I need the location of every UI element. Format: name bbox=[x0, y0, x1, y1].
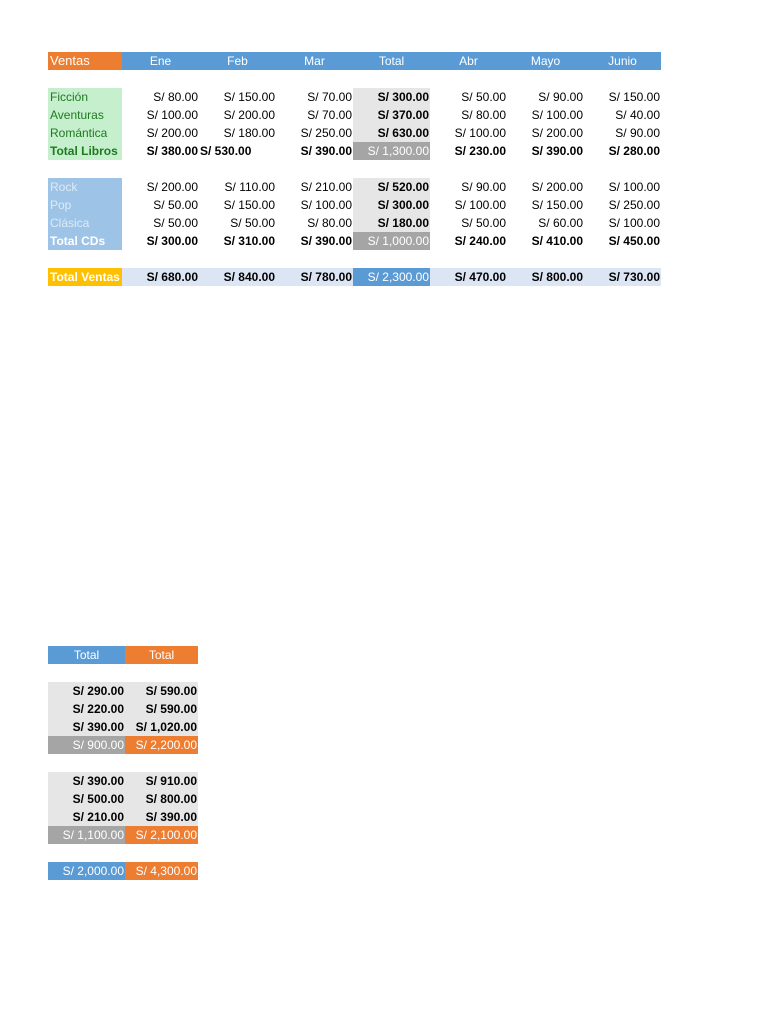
cell[interactable]: S/ 450.00 bbox=[608, 234, 660, 248]
cell[interactable]: S/ 300.00 bbox=[146, 234, 198, 248]
cell[interactable]: S/ 110.00 bbox=[224, 180, 275, 194]
spacer-row bbox=[48, 160, 661, 178]
cell[interactable]: S/ 840.00 bbox=[199, 268, 276, 286]
cell[interactable]: S/ 390.00 bbox=[300, 234, 352, 248]
cell[interactable]: S/ 800.00 bbox=[507, 268, 584, 286]
cell[interactable]: S/ 470.00 bbox=[430, 268, 507, 286]
cell[interactable]: S/ 40.00 bbox=[615, 108, 660, 122]
table-row bbox=[48, 88, 661, 106]
cell[interactable]: S/ 80.00 bbox=[307, 216, 352, 230]
grand-total-cell[interactable]: S/ 2,300.00 bbox=[353, 268, 430, 286]
table-row bbox=[48, 682, 198, 700]
cell[interactable]: S/ 390.00 bbox=[531, 144, 583, 158]
table-row bbox=[48, 214, 661, 232]
cell[interactable]: S/ 150.00 bbox=[531, 198, 583, 212]
cell[interactable]: S/ 210.00 bbox=[48, 808, 125, 826]
total-header[interactable]: Total bbox=[353, 52, 430, 70]
cell[interactable]: S/ 390.00 bbox=[48, 772, 125, 790]
cell[interactable]: S/ 250.00 bbox=[608, 198, 660, 212]
cell[interactable]: S/ 500.00 bbox=[48, 790, 125, 808]
cell[interactable]: S/ 100.00 bbox=[608, 216, 660, 230]
cell[interactable]: S/ 50.00 bbox=[461, 90, 506, 104]
cell[interactable]: S/ 780.00 bbox=[276, 268, 353, 286]
sales-grid bbox=[48, 52, 661, 286]
cell[interactable]: S/ 590.00 bbox=[125, 682, 198, 700]
summary-header-row bbox=[48, 646, 198, 664]
cell[interactable]: S/ 310.00 bbox=[223, 234, 275, 248]
category-label[interactable]: Pop bbox=[48, 196, 122, 214]
cell[interactable]: S/ 900.00 bbox=[48, 736, 125, 754]
category-label[interactable]: Rock bbox=[48, 178, 122, 196]
cell[interactable]: S/ 210.00 bbox=[300, 180, 352, 194]
cell[interactable]: S/ 2,000.00 bbox=[48, 862, 125, 880]
category-label[interactable]: Aventuras bbox=[48, 106, 122, 124]
spacer-row bbox=[48, 844, 198, 862]
cell[interactable]: S/ 200.00 bbox=[146, 126, 198, 140]
cell[interactable]: S/ 100.00 bbox=[454, 126, 506, 140]
cell[interactable]: S/ 390.00 bbox=[125, 808, 198, 826]
cell[interactable]: S/ 250.00 bbox=[300, 126, 352, 140]
month-header[interactable]: Junio bbox=[584, 52, 661, 70]
cell[interactable]: S/ 1,020.00 bbox=[125, 718, 198, 736]
cell[interactable]: S/ 90.00 bbox=[538, 90, 583, 104]
cell[interactable]: S/ 70.00 bbox=[307, 90, 352, 104]
cell[interactable]: S/ 50.00 bbox=[230, 216, 275, 230]
quarter-total-cell[interactable]: S/ 630.00 bbox=[353, 124, 430, 142]
spacer-row bbox=[48, 664, 198, 682]
spacer-row bbox=[48, 70, 661, 88]
cell[interactable]: S/ 150.00 bbox=[223, 90, 275, 104]
summary-grand-row bbox=[48, 862, 198, 880]
table-row bbox=[48, 718, 198, 736]
cell[interactable]: S/ 90.00 bbox=[615, 126, 660, 140]
month-header[interactable]: Abr bbox=[430, 52, 507, 70]
cell[interactable]: S/ 60.00 bbox=[538, 216, 583, 230]
cds-total-row bbox=[48, 232, 661, 250]
cell[interactable]: S/ 100.00 bbox=[146, 108, 198, 122]
cds-total-label[interactable]: Total CDs bbox=[48, 232, 122, 250]
category-label[interactable]: Ficción bbox=[48, 88, 122, 106]
quarter-total-cell[interactable]: S/ 1,000.00 bbox=[353, 232, 430, 250]
cell[interactable]: S/ 410.00 bbox=[531, 234, 583, 248]
quarter-total-cell[interactable]: S/ 370.00 bbox=[353, 106, 430, 124]
summary-table bbox=[48, 646, 198, 880]
books-total-label[interactable]: Total Libros bbox=[48, 142, 122, 160]
header-row bbox=[48, 52, 661, 70]
cell[interactable]: S/ 220.00 bbox=[48, 700, 125, 718]
month-header[interactable]: Feb bbox=[199, 52, 276, 70]
cell[interactable]: S/ 80.00 bbox=[153, 90, 198, 104]
table-row bbox=[48, 808, 198, 826]
summary-books-total-row bbox=[48, 736, 198, 754]
summary-grid bbox=[48, 646, 198, 880]
cell[interactable]: S/ 390.00 bbox=[48, 718, 125, 736]
month-header[interactable]: Mayo bbox=[507, 52, 584, 70]
cell[interactable]: S/ 200.00 bbox=[223, 108, 275, 122]
quarter-total-cell[interactable]: S/ 180.00 bbox=[353, 214, 430, 232]
summary-cds-total-row bbox=[48, 826, 198, 844]
books-total-row bbox=[48, 142, 661, 160]
table-row bbox=[48, 106, 661, 124]
cell[interactable]: S/ 80.00 bbox=[461, 108, 506, 122]
month-header[interactable]: Ene bbox=[122, 52, 199, 70]
cell[interactable]: S/ 90.00 bbox=[461, 180, 506, 194]
cell[interactable]: S/ 2,200.00 bbox=[125, 736, 198, 754]
cell[interactable]: S/ 180.00 bbox=[223, 126, 275, 140]
cell[interactable]: S/ 100.00 bbox=[531, 108, 583, 122]
cell[interactable]: S/ 230.00 bbox=[454, 144, 506, 158]
cell[interactable]: S/ 590.00 bbox=[125, 700, 198, 718]
cell[interactable]: S/ 290.00 bbox=[48, 682, 125, 700]
cell[interactable]: S/ 150.00 bbox=[223, 198, 275, 212]
table-row bbox=[48, 196, 661, 214]
cell[interactable]: S/ 1,100.00 bbox=[48, 826, 125, 844]
table-row bbox=[48, 178, 661, 196]
cell[interactable]: S/ 100.00 bbox=[608, 180, 660, 194]
summary-header[interactable]: Total bbox=[125, 646, 198, 664]
quarter-total-cell[interactable]: S/ 1,300.00 bbox=[353, 142, 430, 160]
cell[interactable]: S/ 200.00 bbox=[531, 180, 583, 194]
cell[interactable]: S/ 50.00 bbox=[153, 216, 198, 230]
cell[interactable]: S/ 380.00 bbox=[146, 144, 198, 158]
cell[interactable]: S/ 50.00 bbox=[461, 216, 506, 230]
category-label[interactable]: Clásica bbox=[48, 214, 122, 232]
cell[interactable]: S/ 2,100.00 bbox=[125, 826, 198, 844]
summary-header[interactable]: Total bbox=[48, 646, 125, 664]
cell[interactable]: S/ 280.00 bbox=[608, 144, 660, 158]
table-row bbox=[48, 700, 198, 718]
sales-table-main bbox=[48, 52, 661, 286]
sheet-title[interactable]: Ventas bbox=[48, 52, 122, 70]
table-row bbox=[48, 790, 198, 808]
cell[interactable]: S/ 530.00 bbox=[200, 144, 252, 158]
month-header[interactable]: Mar bbox=[276, 52, 353, 70]
cell[interactable]: S/ 150.00 bbox=[608, 90, 660, 104]
quarter-total-cell[interactable]: S/ 520.00 bbox=[353, 178, 430, 196]
spacer-row bbox=[48, 754, 198, 772]
cell[interactable]: S/ 100.00 bbox=[454, 198, 506, 212]
category-label[interactable]: Romántica bbox=[48, 124, 122, 142]
cell[interactable]: S/ 800.00 bbox=[125, 790, 198, 808]
cell[interactable]: S/ 240.00 bbox=[454, 234, 506, 248]
cell[interactable]: S/ 70.00 bbox=[307, 108, 352, 122]
cell[interactable]: S/ 4,300.00 bbox=[125, 862, 198, 880]
spacer-row bbox=[48, 250, 661, 268]
cell[interactable]: S/ 680.00 bbox=[122, 268, 199, 286]
cell[interactable]: S/ 50.00 bbox=[153, 198, 198, 212]
cell[interactable]: S/ 910.00 bbox=[125, 772, 198, 790]
grand-total-row bbox=[48, 268, 661, 286]
cell[interactable]: S/ 100.00 bbox=[300, 198, 352, 212]
quarter-total-cell[interactable]: S/ 300.00 bbox=[353, 196, 430, 214]
cell[interactable]: S/ 390.00 bbox=[300, 144, 352, 158]
table-row bbox=[48, 124, 661, 142]
table-row bbox=[48, 772, 198, 790]
cell[interactable]: S/ 200.00 bbox=[531, 126, 583, 140]
grand-total-label[interactable]: Total Ventas bbox=[48, 268, 122, 286]
cell[interactable]: S/ 200.00 bbox=[146, 180, 198, 194]
cell[interactable]: S/ 730.00 bbox=[584, 268, 661, 286]
quarter-total-cell[interactable]: S/ 300.00 bbox=[353, 88, 430, 106]
